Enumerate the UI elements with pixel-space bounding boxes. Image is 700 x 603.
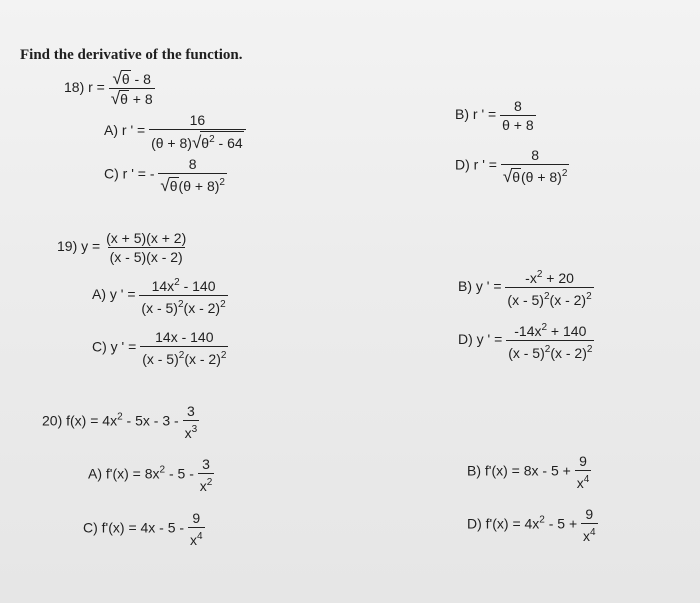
problem-18 [64, 70, 155, 107]
problem-20-fraction: $\frac{3}{x^3}$ [184, 403, 198, 441]
choice-19a[interactable]: A) y ' = $\frac{14x^2 - 140}{(x - 5)^2(x - 2)^2}$ [92, 277, 226, 316]
choice-20d[interactable]: D) $f'(x) = 4x^2 - 5$ + $\frac{9}{x^4}$ [467, 506, 596, 544]
problem-19-label: 19) y = [57, 238, 101, 255]
choice-19c[interactable]: C) y ' = $\frac{14x - 140}{(x - 5)^2(x - 2)^2}$ [92, 329, 227, 367]
problem-20: 20) $f(x) = 4x^2 - 5x - 3$ - $\frac{3}{x^3}$ [42, 403, 198, 441]
choice-19d[interactable]: D) y ' = $\frac{-14x^2 + 140}{(x - 5)^2(x - 2)^2}$ [458, 322, 593, 361]
problem-19-fraction: $\frac{(x + 5)(x + 2)}{(x - 5)(x - 2)}$ [106, 230, 187, 265]
choice-19b[interactable]: B) y ' = $\frac{-x^2 + 20}{(x - 5)^2(x - 2)^2}$ [458, 269, 592, 308]
choice-18b[interactable]: B) r ' = $\frac{8}{\theta + 8}$ [455, 98, 534, 133]
choice-18a[interactable]: A) r ' = 16 (θ + 8) √ $\theta^2 - 64$ [104, 112, 246, 151]
choice-20b[interactable]: B) f'(x) = 8x - 5 + $\frac{9}{x^4}$ [467, 453, 590, 491]
choice-20a[interactable]: A) $f'(x) = 8x^2 - 5$ - $\frac{3}{x^2}$ [88, 456, 213, 494]
page-heading: Find the derivative of the function. [20, 47, 243, 63]
problem-18-fraction: √ θ - 8 √ θ + 8 [110, 69, 153, 108]
choice-20c[interactable]: C) f'(x) = 4x - 5 - $\frac{9}{x^4}$ [83, 510, 203, 548]
problem-20-label: 20) f(x) = 4x [42, 412, 118, 429]
choice-18c[interactable]: C) r ' = - 8 √ θ $(\theta + 8)^2$ [104, 156, 225, 195]
problem-19 [57, 230, 188, 265]
choice-18d[interactable]: D) r ' = 8 √ θ $(\theta + 8)^2$ [455, 147, 568, 186]
problem-18-label: 18) r = [64, 79, 105, 96]
